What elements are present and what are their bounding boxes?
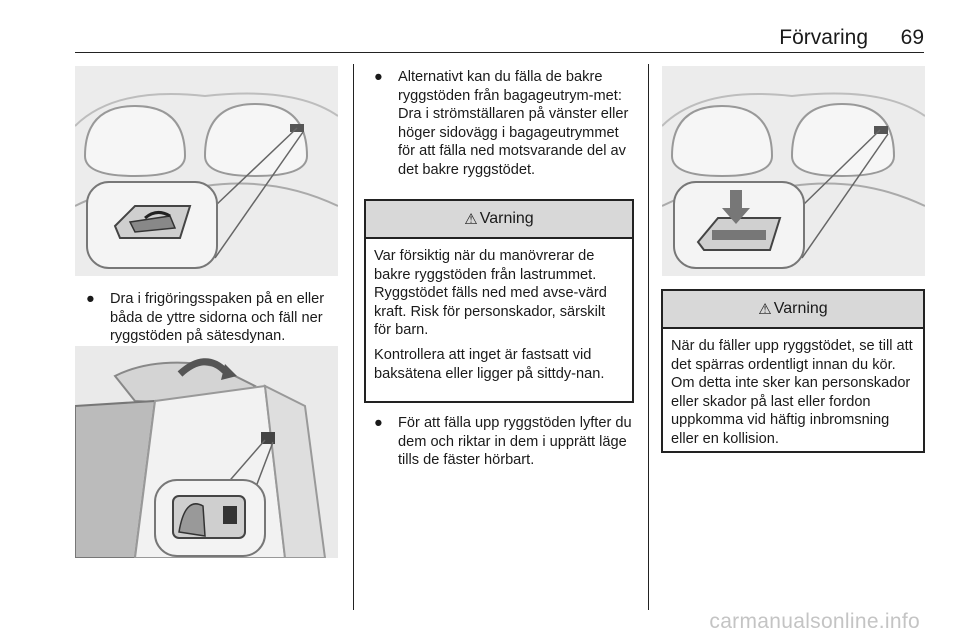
warning-header <box>366 201 632 239</box>
warning-box <box>661 289 925 453</box>
instruction-bullet <box>374 68 636 180</box>
bullet-dot: ● <box>86 291 95 307</box>
warning-box <box>364 199 634 403</box>
illustration-seat-release-lever <box>75 66 338 276</box>
column-divider-left <box>353 64 354 610</box>
warning-title: Varning <box>479 210 534 227</box>
warning-triangle-icon: ⚠ <box>758 301 772 318</box>
illustration-seat-raise <box>662 66 925 276</box>
bullet-dot: ● <box>374 69 383 85</box>
warning-title: Varning <box>773 300 828 317</box>
section-title: Förvaring <box>779 26 868 49</box>
warning-paragraph: Kontrollera att inget är fastsatt vid baksätena eller ligger på sittdy-nan. <box>374 346 605 382</box>
instruction-text: För att fälla upp ryggstöden lyfter du dem och riktar in dem i upprätt läge tills de fäster hörbart. <box>398 415 632 469</box>
column-divider-right <box>648 64 649 610</box>
header-divider <box>75 52 924 53</box>
warning-body <box>663 329 923 461</box>
instruction-bullet <box>86 290 344 346</box>
warning-header <box>663 291 923 329</box>
bullet-dot: ● <box>374 415 383 431</box>
warning-body <box>366 239 632 395</box>
page-number: 69 <box>900 26 924 49</box>
warning-paragraph: Var försiktig när du manövrerar de bakre ryggstöden från lastrummet. Ryggstödet fälls ned med avse-värd kraft. Risk för personskador, särskilt för barn. <box>374 248 607 339</box>
instruction-text: Dra i frigöringsspaken på en eller båda de yttre sidorna och fäll ner ryggstöden på sätesdynan. <box>110 291 325 345</box>
instruction-text: Alternativt kan du fälla de bakre ryggstöden från bagageutrym-met: Dra i strömställaren på vänster eller höger sidovägg i bagageutrymmet för att fälla ned motsvarande del av det bakre ryggstödet. <box>398 69 629 178</box>
instruction-bullet <box>374 414 636 470</box>
warning-triangle-icon: ⚠ <box>464 211 478 228</box>
illustration-cargo-switch <box>75 346 338 558</box>
watermark-text: carmanualsonline.info <box>709 610 920 633</box>
warning-paragraph: När du fäller upp ryggstödet, se till att det spärras ordentligt innan du kör. Om detta inte sker kan personskador eller skador på last eller fordon uppkomma vid häftig inbromsning eller en kollision. <box>671 338 913 447</box>
